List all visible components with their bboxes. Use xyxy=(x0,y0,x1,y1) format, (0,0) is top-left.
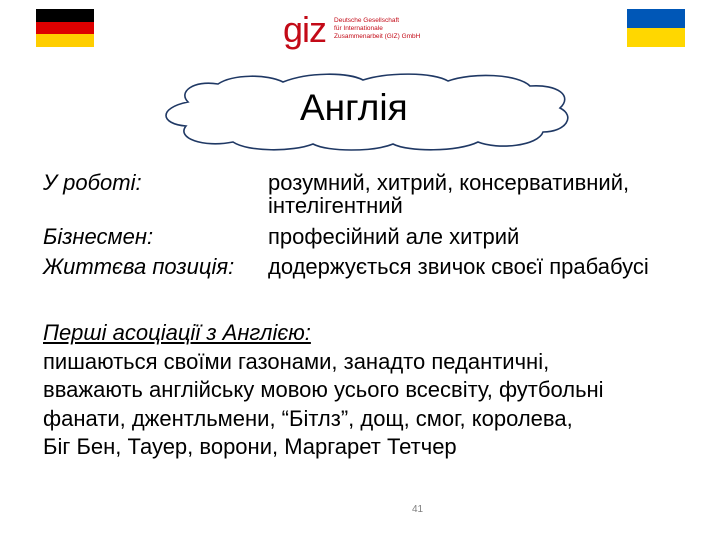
flag-stripe xyxy=(36,9,94,22)
associations-line: вважають англійську мовою усього всесвіту, футбольні xyxy=(43,377,604,402)
logo-tagline xyxy=(334,17,444,41)
logo-line: Zusammenarbeit (GIZ) GmbH xyxy=(334,33,421,40)
associations-line: Біг Бен, Тауер, ворони, Маргарет Тетчер xyxy=(43,434,457,459)
associations-block xyxy=(43,319,683,462)
flag-stripe xyxy=(36,22,94,35)
row-value-life-position: додержується звичок своєї прабабусі xyxy=(268,254,649,279)
logo-line: für Internationale xyxy=(334,25,383,32)
page-number: 41 xyxy=(412,504,424,515)
flag-stripe xyxy=(36,34,94,47)
associations-line: пишаються своїми газонами, занадто педантичні, xyxy=(43,348,550,374)
row-value-work: розумний, хитрий, консервативний, xyxy=(268,170,630,195)
row-label-life-position: Життєва позиція: xyxy=(43,254,235,279)
flag-stripe xyxy=(627,28,685,47)
row-value-work-cont: інтелігентний xyxy=(268,193,403,218)
associations-line: фанати, джентльмени, “Бітлз”, дощ, смог, королева, xyxy=(43,405,573,431)
associations-heading: Перші асоціації з Англією: xyxy=(43,320,311,345)
row-value-businessman: професійний але хитрий xyxy=(268,224,520,249)
logo-line: Deutsche Gesellschaft xyxy=(334,17,400,24)
logo-wordmark: giz xyxy=(283,9,327,50)
slide-title: Англія xyxy=(300,87,408,128)
row-label-work: У роботі: xyxy=(43,170,142,195)
flag-stripe xyxy=(627,9,685,28)
row-label-businessman: Бізнесмен: xyxy=(43,224,154,249)
giz-logo xyxy=(283,9,444,52)
ukraine-flag-icon xyxy=(627,9,685,47)
germany-flag-icon xyxy=(36,9,94,47)
